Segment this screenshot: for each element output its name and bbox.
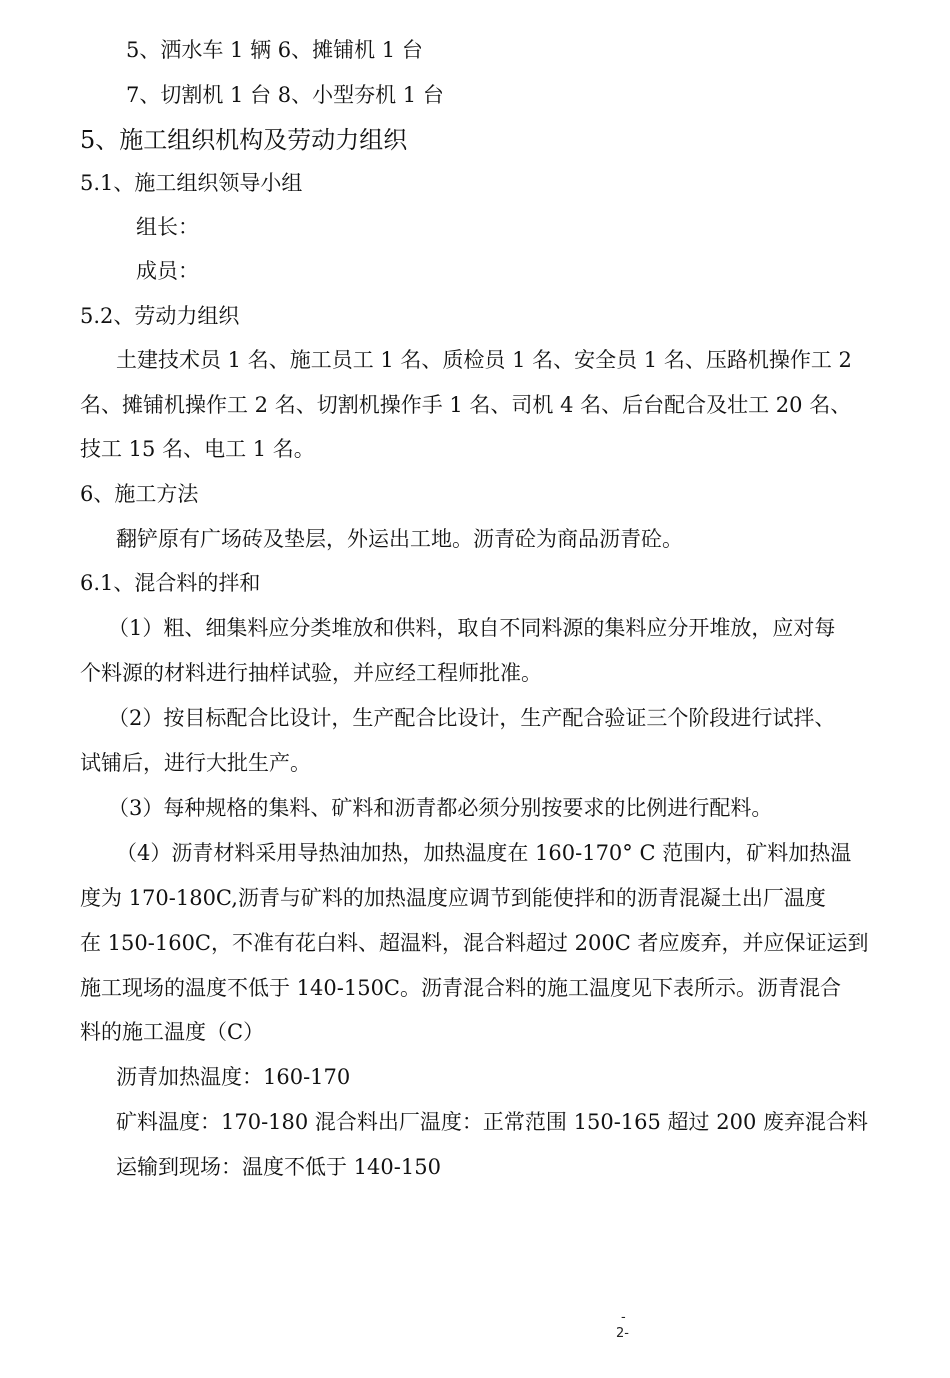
asphalt-heating-temp: 沥青加热温度：160-170 [116,1065,351,1089]
item-4-line-5: 料的施工温度（C） [80,1020,265,1044]
item-4-line-3: 在 150-160C，不准有花白料、超温料，混合料超过 200C 者应废弃，并应保证运到 [80,931,869,955]
mineral-temp-line: 矿料温度：170-180 混合料出厂温度：正常范围 150-165 超过 200 废弃混合料 [116,1110,868,1134]
subsection-heading-5-1: 5.1、施工组织领导小组 [80,171,303,195]
item-2-line-1: （2）按目标配合比设计，生产配合比设计，生产配合验证三个阶段进行试拌、 [108,706,836,730]
labor-paragraph-line-2: 名、摊铺机操作工 2 名、切割机操作手 1 名、司机 4 名、后台配合及壮工 20 名、 [80,393,852,417]
equipment-line-1: 5、洒水车 1 辆 6、摊铺机 1 台 [126,38,423,62]
section-heading-5: 5、施工组织机构及劳动力组织 [80,126,408,154]
item-4-line-2: 度为 170-180C,沥青与矿料的加热温度应调节到能使拌和的沥青混凝土出厂温度 [80,886,826,910]
labor-paragraph-line-3: 技工 15 名、电工 1 名。 [80,437,315,461]
item-4-line-1: （4）沥青材料采用导热油加热，加热温度在 160-170° C 范围内，矿料加热温 [116,841,852,865]
equipment-line-2: 7、切割机 1 台 8、小型夯机 1 台 [126,83,444,107]
section-heading-6: 6、施工方法 [80,482,199,506]
subsection-heading-5-2: 5.2、劳动力组织 [80,304,240,328]
subsection-heading-6-1: 6.1、混合料的拌和 [80,571,261,595]
page-footer-dash: - [621,1310,626,1325]
item-4-line-4: 施工现场的温度不低于 140-150C。沥青混合料的施工温度见下表所示。沥青混合 [80,976,842,1000]
item-1-line-1: （1）粗、细集料应分类堆放和供料，取自不同料源的集料应分开堆放，应对每 [108,616,836,640]
leader-label: 组长： [136,215,199,239]
item-3-line-1: （3）每种规格的集料、矿料和沥青都必须分别按要求的比例进行配料。 [108,796,773,820]
members-label: 成员： [136,259,199,283]
page-number: 2- [616,1326,629,1341]
item-1-line-2: 个料源的材料进行抽样试验，并应经工程师批准。 [80,661,542,685]
transport-temp-line: 运输到现场：温度不低于 140-150 [116,1155,441,1179]
item-2-line-2: 试铺后，进行大批生产。 [80,751,311,775]
labor-paragraph-line-1: 土建技术员 1 名、施工员工 1 名、质检员 1 名、安全员 1 名、压路机操作工 2 [116,348,852,372]
method-intro: 翻铲原有广场砖及垫层，外运出工地。沥青砼为商品沥青砼。 [116,527,683,551]
